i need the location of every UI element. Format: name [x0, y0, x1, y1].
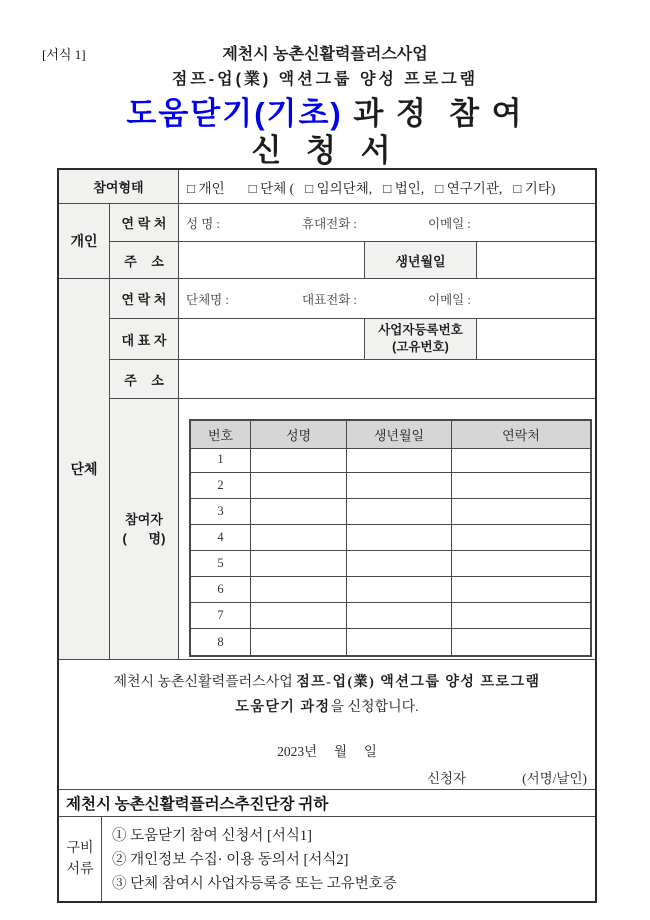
- required-documents-row: [59, 817, 595, 901]
- participant-birthdate-cell[interactable]: [347, 551, 452, 577]
- participant-name-cell[interactable]: [251, 447, 347, 473]
- signature-note: (서명/날인): [522, 771, 587, 786]
- checkbox-organization[interactable]: □ 단체 (: [248, 180, 295, 196]
- participation-type-options: [179, 170, 595, 204]
- participant-row-number: 3: [191, 499, 251, 525]
- checkbox-other[interactable]: □ 기타): [513, 180, 556, 196]
- participant-name-cell[interactable]: [251, 525, 347, 551]
- required-document-item: ③ 단체 참여시 사업자등록증 또는 고유번호증: [112, 876, 397, 893]
- participant-name-cell[interactable]: [251, 603, 347, 629]
- organization-contact-label: 연 락 처: [110, 279, 179, 319]
- statement-date[interactable]: 2023년 월 일: [277, 744, 377, 759]
- participants-table-cell: [179, 399, 595, 660]
- participant-row-number: 5: [191, 551, 251, 577]
- individual-phone-field-label: 휴대전화 :: [302, 216, 357, 231]
- participant-contact-cell[interactable]: [452, 499, 590, 525]
- participant-birthdate-cell[interactable]: [347, 473, 452, 499]
- title-course-name: 도움닫기(기초): [126, 96, 343, 131]
- title-course-rest: 과 정 참 여: [342, 96, 524, 131]
- participant-contact-cell[interactable]: [452, 551, 590, 577]
- participant-name-cell[interactable]: [251, 499, 347, 525]
- individual-name-field-label: 성 명 :: [186, 216, 220, 231]
- organization-section-label: 단체: [59, 279, 110, 660]
- participant-birthdate-cell[interactable]: [347, 603, 452, 629]
- required-documents-label-line2: 서류: [66, 862, 94, 877]
- organization-address-input-cell[interactable]: [179, 360, 595, 399]
- statement-line2-suffix: 을 신청합니다.: [330, 700, 419, 715]
- individual-address-label: 주 소: [110, 242, 179, 279]
- checkbox-voluntary-group[interactable]: □ 임의단체,: [305, 180, 373, 196]
- signature-space[interactable]: [466, 767, 522, 787]
- application-statement: [59, 660, 595, 790]
- business-number-label-line1: 사업자등록번호: [378, 323, 463, 337]
- participant-row-number: 2: [191, 473, 251, 499]
- business-number-label: [365, 319, 477, 360]
- statement-line1: [59, 671, 595, 691]
- participants-count-line: ( 명): [122, 531, 166, 546]
- participants-label: [110, 399, 179, 660]
- participant-row-number: 4: [191, 525, 251, 551]
- required-document-item: ② 개인정보 수집· 이용 동의서 [서식2]: [112, 851, 349, 868]
- required-document-item: ① 도움닫기 참여 신청서 [서식1]: [112, 827, 312, 844]
- participant-row-number: 7: [191, 603, 251, 629]
- participants-label-line1: 참여자: [125, 512, 163, 527]
- participant-birthdate-cell[interactable]: [347, 499, 452, 525]
- checkbox-individual[interactable]: □ 개인: [187, 180, 225, 196]
- participant-contact-cell[interactable]: [452, 629, 590, 655]
- business-number-input-cell[interactable]: [477, 319, 595, 360]
- program-title: 제천시 농촌신활력플러스사업: [222, 46, 428, 63]
- statement-line1-prefix: 제천시 농촌신활력플러스사업: [113, 675, 297, 690]
- participant-contact-cell[interactable]: [452, 603, 590, 629]
- organization-contact-fields[interactable]: [179, 279, 595, 319]
- individual-email-field-label: 이메일 :: [428, 216, 471, 231]
- individual-section-label: 개인: [59, 204, 110, 279]
- representative-input-cell[interactable]: [179, 319, 365, 360]
- participant-contact-cell[interactable]: [452, 473, 590, 499]
- individual-contact-fields[interactable]: [179, 204, 595, 242]
- required-documents-label-line1: 구비: [66, 841, 94, 856]
- participants-table: [189, 419, 592, 657]
- document-title-line2: 신 청 서: [251, 133, 399, 168]
- required-documents-list: [102, 817, 595, 901]
- statement-line2: [59, 696, 595, 716]
- participant-name-cell[interactable]: [251, 551, 347, 577]
- individual-address-input-cell[interactable]: [179, 242, 365, 279]
- individual-birthdate-label: 생년월일: [365, 242, 477, 279]
- participant-contact-cell[interactable]: [452, 525, 590, 551]
- participants-col-number: 번호: [191, 421, 251, 449]
- recipient-line: 제천시 농촌신활력플러스추진단장 귀하: [59, 790, 595, 817]
- statement-line2-course: 도움닫기 과정: [235, 700, 331, 715]
- statement-line1-program: 점프-업(業) 액션그룹 양성 프로그램: [296, 675, 541, 690]
- representative-label: 대 표 자: [110, 319, 179, 360]
- participants-col-name: 성명: [251, 421, 347, 449]
- individual-contact-label: 연 락 처: [110, 204, 179, 242]
- participants-col-birthdate: 생년월일: [347, 421, 452, 449]
- participant-row-number: 6: [191, 577, 251, 603]
- organization-name-field-label: 단체명 :: [186, 292, 229, 307]
- participant-birthdate-cell[interactable]: [347, 525, 452, 551]
- organization-email-field-label: 이메일 :: [428, 292, 471, 307]
- applicant-label: 신청자: [426, 771, 467, 786]
- participation-type-label: 참여형태: [59, 170, 179, 204]
- participant-name-cell[interactable]: [251, 473, 347, 499]
- participant-row-number: 1: [191, 447, 251, 473]
- participant-birthdate-cell[interactable]: [347, 577, 452, 603]
- participant-name-cell[interactable]: [251, 577, 347, 603]
- business-number-label-line2: (고유번호): [392, 340, 449, 354]
- checkbox-research-institute[interactable]: □ 연구기관,: [435, 180, 503, 196]
- organization-address-label: 주 소: [110, 360, 179, 399]
- application-form-table: [57, 168, 597, 903]
- required-documents-label: [59, 817, 102, 901]
- individual-birthdate-input-cell[interactable]: [477, 242, 595, 279]
- participant-contact-cell[interactable]: [452, 447, 590, 473]
- participant-row-number: 8: [191, 629, 251, 655]
- form-number-tag: [서식 1]: [42, 47, 86, 62]
- organization-phone-field-label: 대표전화 :: [302, 292, 357, 307]
- participant-birthdate-cell[interactable]: [347, 447, 452, 473]
- participant-birthdate-cell[interactable]: [347, 629, 452, 655]
- checkbox-corporation[interactable]: □ 법인,: [383, 180, 425, 196]
- program-subtitle: 점프-업(業) 액션그룹 양성 프로그램: [171, 71, 479, 88]
- participant-contact-cell[interactable]: [452, 577, 590, 603]
- participant-name-cell[interactable]: [251, 629, 347, 655]
- participants-col-contact: 연락처: [452, 421, 590, 449]
- statement-signature-line: [59, 767, 595, 787]
